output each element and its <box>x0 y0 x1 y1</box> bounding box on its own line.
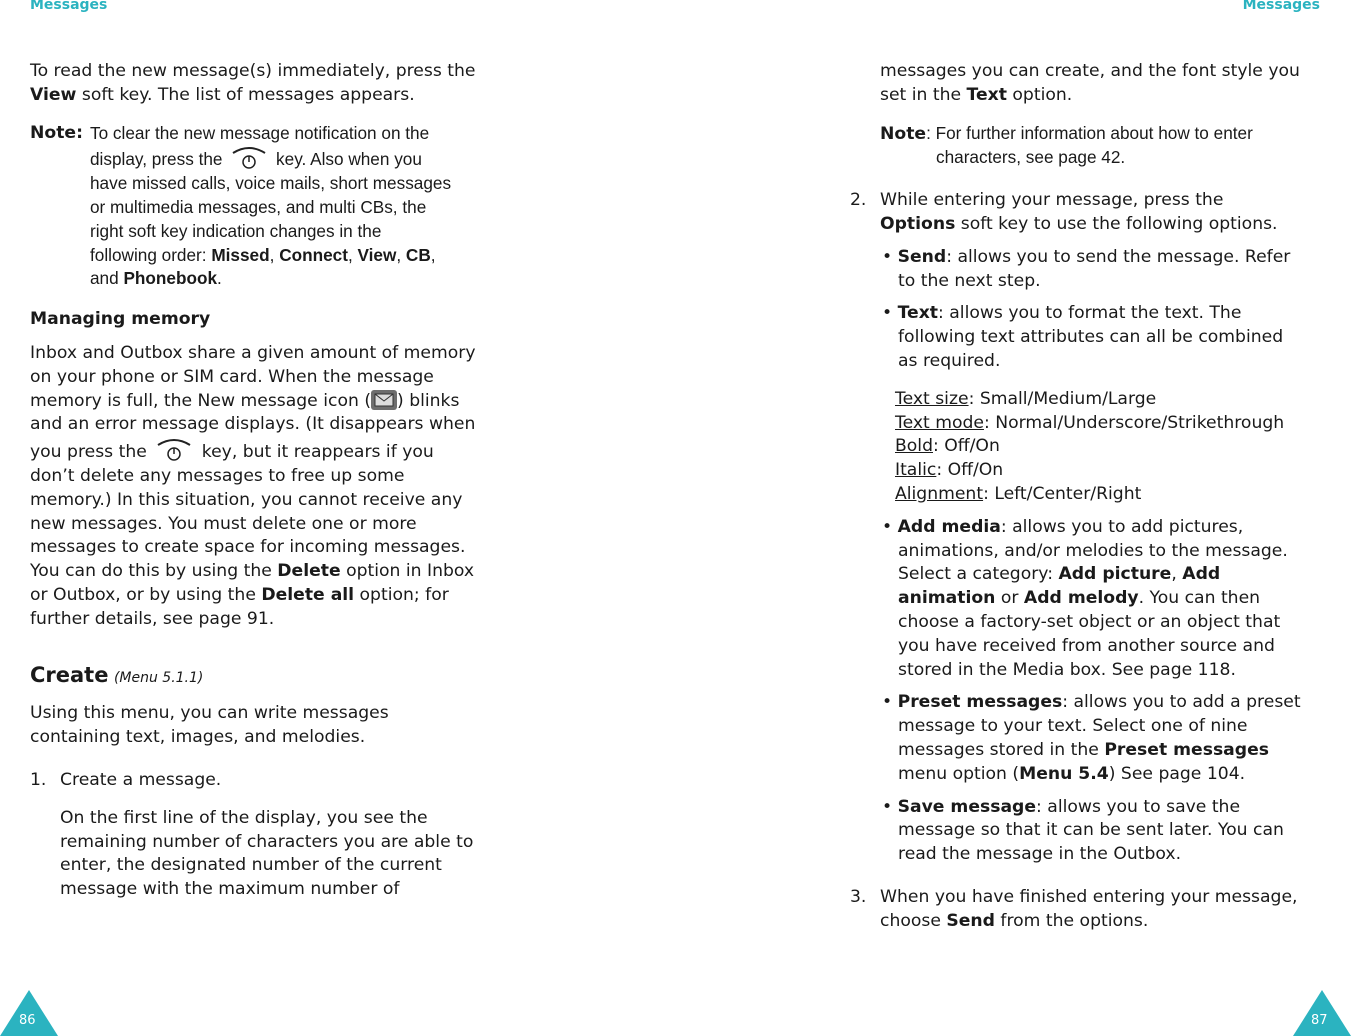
end-key-icon <box>227 145 271 171</box>
running-header-left: Messages <box>30 0 108 13</box>
running-header-right: Messages <box>1242 0 1320 13</box>
option-list <box>850 246 1330 867</box>
note-block: Note: For further information about how to enter characters, see page 42. <box>880 122 1253 168</box>
option-add-media: • Add media: allows you to add pictures, animations, and/or melodies to the message. Select a category: Add picture, Add animation or Add melody. You can then choose a factory-set object or an object that you have received from another source and stored in the Media box. See page 118. <box>882 516 1288 680</box>
text-attributes: Text size: Small/Medium/Large Text mode: Normal/Underscore/Strikethrough Bold: Off/On Italic: Off/On Alignment: Left/Center/Right <box>895 388 1285 504</box>
option-preset-messages: • Preset messages: allows you to add a preset message to your text. Select one of nine messages stored in the Preset messages menu option (Menu 5.4) See page 104. <box>882 692 1301 784</box>
option-save-message: • Save message: allows you to save the message so that it can be sent later. You can read the message in the Outbox. <box>882 796 1284 865</box>
end-key-icon <box>152 437 196 463</box>
left-page-content <box>30 60 500 902</box>
note-label: Note: <box>30 122 83 143</box>
step-2: 2. While entering your message, press the Options soft key to use the following options. <box>850 190 1278 234</box>
page-number-right: 87 <box>1293 990 1351 1036</box>
managing-memory-heading: Managing memory <box>30 309 211 330</box>
intro-paragraph: To read the new message(s) immediately, press the View soft key. The list of messages appears. <box>30 61 476 105</box>
option-send: • Send: allows you to send the message. Refer to the next step. <box>882 246 1291 291</box>
option-text: • Text: allows you to format the text. The following text attributes can all be combined as required. <box>882 303 1284 371</box>
new-message-icon <box>371 390 397 410</box>
create-intro: Using this menu, you can write messages containing text, images, and melodies. <box>30 703 389 748</box>
step-1: 1. Create a message. <box>30 769 222 790</box>
managing-memory-paragraph: Inbox and Outbox share a given amount of memory on your phone or SIM card. When the message memory is full, the New message icon ( ) blinks and an error message displays. (It disappears when you press the key, but it reappears if you don’t delete any messages to free up some memory.) In this situation, you cannot receive any new messages. You must delete one or more messages to create space for incoming messages. You can do this by using the Delete option in Inbox or Outbox, or by using the Delete all option; for further details, see page 91. <box>30 342 476 629</box>
create-heading: Create (Menu 5.1.1) <box>30 662 204 687</box>
step-1-detail: On the first line of the display, you see the remaining number of characters you are able to enter, the designated number of the current message with the maximum number of <box>60 807 474 900</box>
page-number-left: 86 <box>0 990 58 1036</box>
step-3: 3. When you have finished entering your message, choose Send from the options. <box>850 886 1298 931</box>
note-block: Note: To clear the new message notification on the display, press the key. Also when you have missed calls, voice mails, short messages or multimedia messages, and multi CBs, the right soft key indication changes in the following order: Missed, Connect, View, CB, and Phonebook. <box>30 122 452 289</box>
continued-paragraph: messages you can create, and the font style you set in the Text option. <box>880 61 1300 105</box>
right-page-content <box>850 60 1330 934</box>
